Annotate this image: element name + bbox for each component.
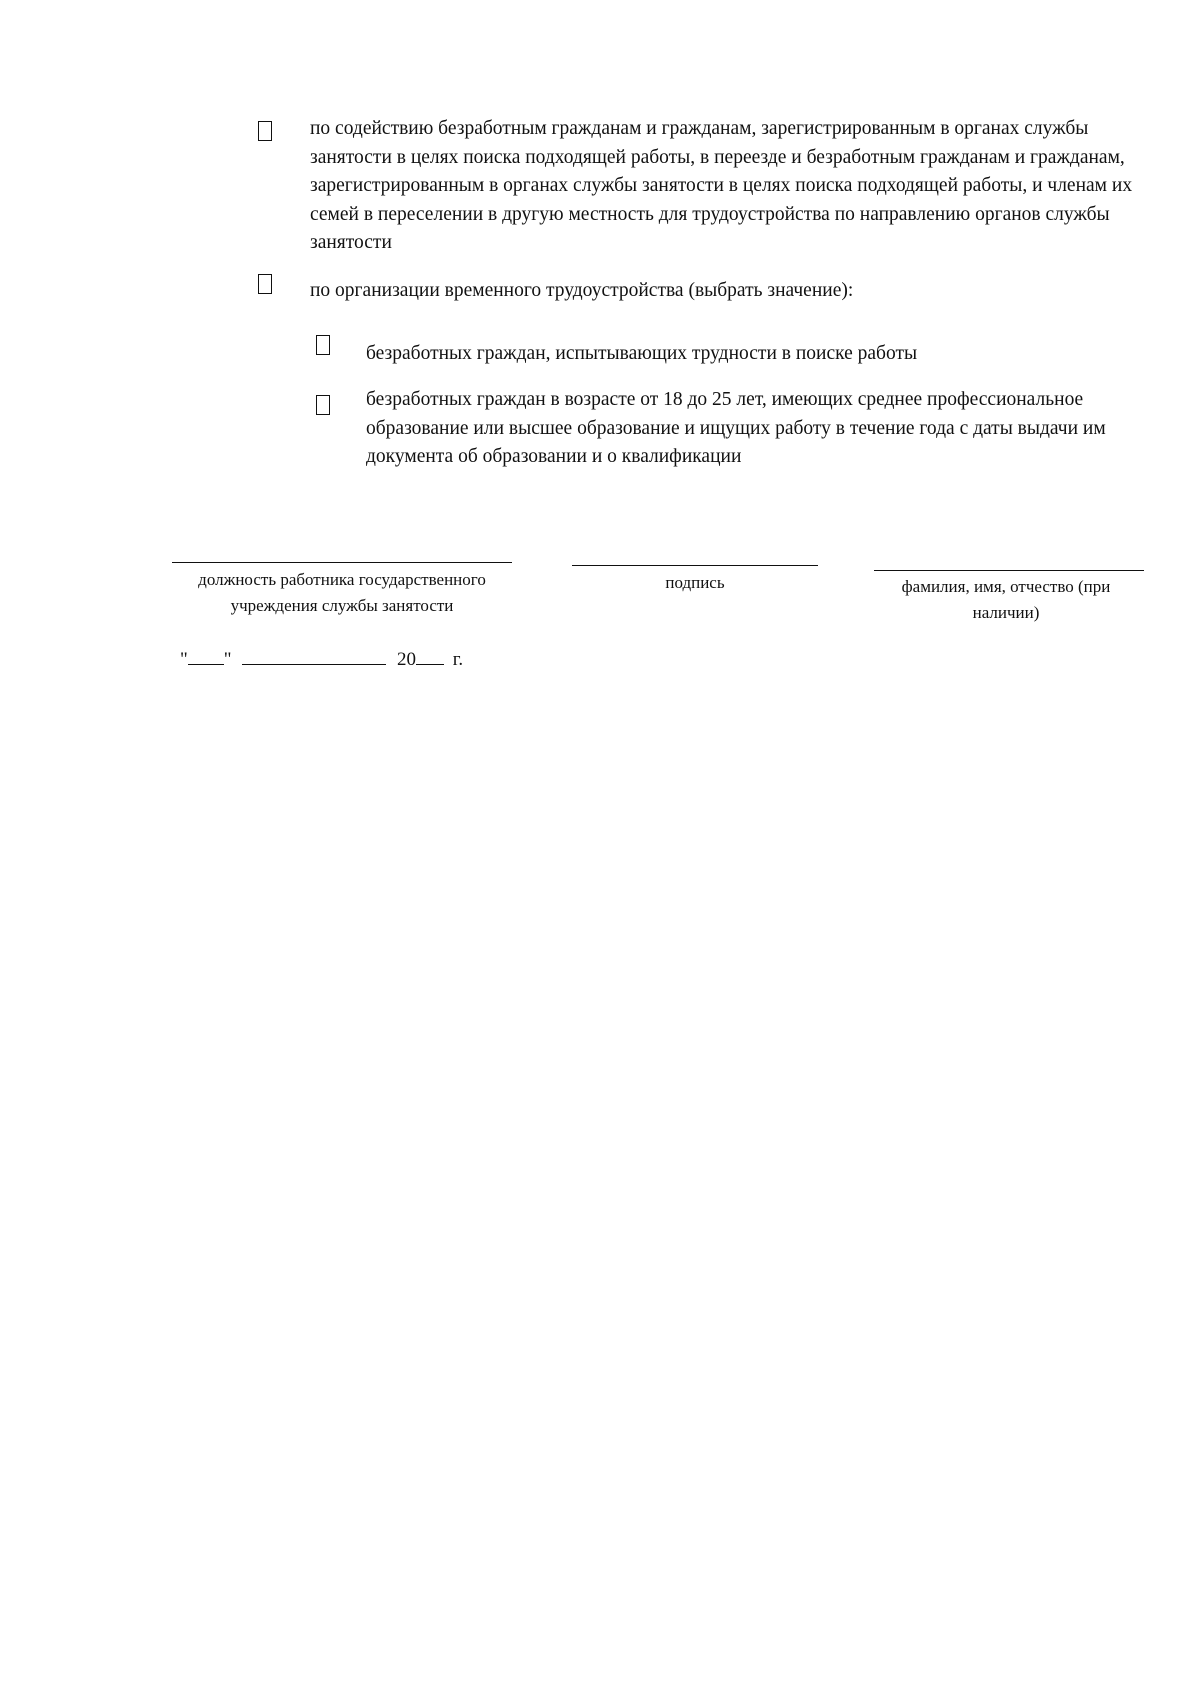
date-close-quote: " (223, 649, 232, 670)
difficulty-finding-work-text: безработных граждан, испытывающих трудности в поиске работы (366, 343, 918, 364)
day-blank[interactable] (188, 646, 224, 665)
month-blank[interactable] (242, 646, 386, 665)
name-caption: фамилия, имя, отчество (при наличии) (901, 577, 1111, 622)
name-line[interactable] (874, 570, 1144, 571)
relocation-checkbox[interactable] (258, 121, 272, 141)
position-caption: должность работника государственного учреждения службы занятости (198, 570, 486, 615)
young-graduates-checkbox[interactable] (316, 395, 330, 415)
signature-caption: подпись (665, 573, 725, 592)
young-graduates-text: безработных граждан в возрасте от 18 до 25 лет, имеющих среднее профессиональное образование или высшее образование и ищущих работу в течение года с даты выдачи им документа об образовании и о квалификации (366, 389, 1106, 467)
date-line (180, 646, 463, 671)
position-line[interactable] (172, 562, 512, 563)
temporary-employment-option-text: по организации временного трудоустройства (выбрать значение): (310, 280, 854, 301)
year-blank[interactable] (416, 646, 444, 665)
difficulty-finding-work-checkbox[interactable] (316, 335, 330, 355)
year-suffix: г. (452, 649, 464, 670)
temporary-employment-checkbox[interactable] (258, 274, 272, 294)
signature-line[interactable] (572, 565, 818, 566)
year-prefix: 20 (397, 649, 417, 670)
date-open-quote: " (180, 649, 188, 670)
relocation-option-text: по содействию безработным гражданам и гражданам, зарегистрированным в органах службы занятости в целях поиска подходящей работы, в переезде и безработным гражданам и гражданам, зарегистрированным в органах службы занятости в целях поиска подходящей работы, и членам их семей в переселении в другую местность для трудоустройства по направлению органов службы занятости (310, 118, 1133, 253)
